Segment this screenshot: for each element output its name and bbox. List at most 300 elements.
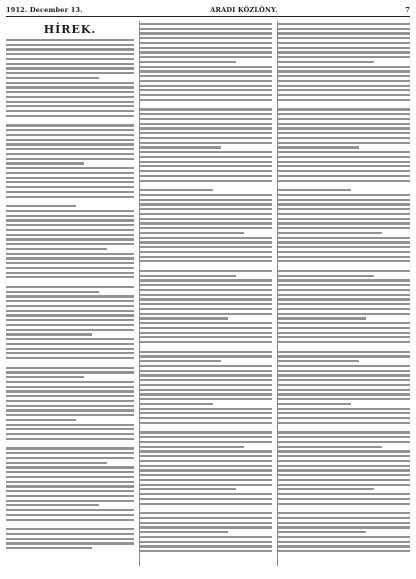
text-line (278, 66, 410, 68)
text-line (6, 352, 134, 354)
text-line (6, 457, 134, 459)
text-line (140, 279, 272, 281)
text-line (140, 42, 272, 44)
text-line (278, 123, 410, 125)
text-line (140, 23, 272, 25)
text-line (278, 275, 374, 277)
text-line (140, 175, 272, 177)
text-line (278, 32, 410, 34)
text-line (278, 469, 410, 471)
text-line (140, 393, 272, 395)
column-3 (277, 21, 410, 566)
text-line (6, 148, 134, 150)
text-line (278, 199, 410, 201)
text-line (140, 260, 272, 262)
text-line (140, 94, 272, 96)
text-line (278, 536, 410, 538)
text-line (140, 379, 272, 381)
text-line (140, 450, 272, 452)
text-line (140, 389, 272, 391)
text-line (140, 70, 272, 72)
text-line (6, 196, 134, 198)
text-line (140, 384, 272, 386)
text-line (6, 229, 134, 231)
text-line (278, 408, 410, 410)
text-line (278, 374, 410, 376)
text-line (6, 110, 134, 112)
text-line (140, 246, 272, 248)
text-line (278, 531, 366, 533)
text-line (278, 384, 410, 386)
text-line (278, 108, 410, 110)
text-line (140, 313, 272, 315)
column-text-block (6, 39, 134, 552)
text-line (140, 408, 272, 410)
text-line (6, 72, 134, 74)
text-line (6, 53, 134, 55)
text-line (278, 75, 410, 77)
text-line (140, 28, 272, 30)
text-line (140, 469, 272, 471)
text-line (278, 113, 410, 115)
text-line (6, 542, 134, 544)
text-line (6, 172, 134, 174)
text-line (278, 241, 410, 243)
text-line (278, 161, 410, 163)
text-line (140, 118, 272, 120)
text-line (140, 289, 272, 291)
text-line (140, 550, 272, 552)
text-line (140, 146, 221, 148)
text-line (6, 495, 134, 497)
text-line (140, 422, 272, 424)
text-line (6, 105, 134, 107)
column-text-block (140, 23, 272, 555)
text-line (6, 357, 134, 359)
text-line (140, 355, 272, 357)
text-line (6, 44, 134, 46)
text-line (140, 227, 272, 229)
text-line (140, 341, 272, 343)
text-line (6, 58, 134, 60)
text-line (6, 39, 134, 41)
text-line (6, 67, 134, 69)
text-line (6, 481, 134, 483)
text-line (6, 471, 134, 473)
text-line (140, 156, 272, 158)
text-line (140, 99, 272, 101)
text-line (278, 284, 410, 286)
text-line (6, 248, 107, 250)
text-line (140, 336, 272, 338)
text-line (278, 85, 410, 87)
text-line (278, 151, 410, 153)
text-line (278, 47, 410, 49)
text-line (278, 393, 410, 395)
text-line (6, 177, 134, 179)
text-line (278, 227, 410, 229)
text-line (6, 234, 134, 236)
text-line (6, 63, 134, 65)
text-line (278, 70, 410, 72)
text-line (6, 257, 134, 259)
text-line (140, 75, 272, 77)
newspaper-title: ARADI KÖZLÖNY. (210, 6, 278, 14)
text-line (6, 533, 134, 535)
text-line (6, 191, 134, 193)
text-line (278, 251, 410, 253)
text-line (140, 89, 272, 91)
text-line (6, 547, 92, 549)
text-line (140, 108, 272, 110)
text-line (140, 222, 272, 224)
text-line (140, 137, 272, 139)
text-line (278, 246, 410, 248)
text-line (278, 450, 410, 452)
text-line (6, 438, 134, 440)
text-line (278, 170, 410, 172)
text-line (278, 99, 410, 101)
text-line (278, 446, 382, 448)
text-line (140, 270, 272, 272)
text-line (6, 509, 134, 511)
text-line (140, 256, 272, 258)
text-line (140, 351, 272, 353)
text-line (140, 208, 272, 210)
text-line (6, 447, 134, 449)
text-line (140, 460, 272, 462)
text-line (278, 289, 410, 291)
text-line (6, 485, 134, 487)
text-line (278, 165, 410, 167)
text-line (140, 85, 272, 87)
text-line (140, 151, 272, 153)
text-line (278, 436, 410, 438)
text-line (6, 224, 134, 226)
text-line (278, 175, 410, 177)
text-line (278, 146, 359, 148)
text-line (278, 322, 410, 324)
text-line (140, 180, 272, 182)
text-line (140, 531, 228, 533)
text-line (6, 338, 134, 340)
text-line (140, 165, 272, 167)
text-line (140, 517, 272, 519)
newspaper-page (6, 6, 410, 567)
text-line (6, 490, 134, 492)
text-line (6, 305, 134, 307)
text-line (278, 512, 410, 514)
text-line (6, 476, 134, 478)
text-line (278, 479, 410, 481)
text-line (6, 452, 134, 454)
text-line (278, 298, 410, 300)
text-line (278, 422, 410, 424)
text-line (6, 343, 134, 345)
issue-date: 1912. December 13. (6, 6, 83, 14)
text-line (6, 262, 134, 264)
text-line (140, 398, 272, 400)
text-line (140, 241, 272, 243)
text-line (278, 317, 366, 319)
text-line (278, 61, 374, 63)
text-line (6, 181, 134, 183)
text-line (278, 460, 410, 462)
text-line (6, 333, 92, 335)
text-line (140, 446, 244, 448)
text-line (278, 417, 410, 419)
text-line (140, 170, 272, 172)
text-line (140, 213, 272, 215)
text-line (6, 267, 134, 269)
text-line (6, 276, 134, 278)
text-line (6, 371, 134, 373)
text-line (6, 462, 107, 464)
text-line (140, 479, 272, 481)
section-title: HÍREK. (43, 23, 97, 36)
text-line (6, 376, 84, 378)
text-line (278, 218, 410, 220)
text-line (6, 205, 76, 207)
text-columns (6, 21, 410, 566)
text-line (6, 504, 99, 506)
text-line (278, 28, 410, 30)
text-line (6, 514, 134, 516)
column-text-block (278, 23, 410, 555)
text-line (278, 517, 410, 519)
text-line (6, 48, 134, 50)
text-line (278, 132, 410, 134)
text-line (140, 474, 272, 476)
text-line (6, 466, 134, 468)
text-line (278, 541, 410, 543)
text-line (278, 303, 410, 305)
text-line (278, 89, 410, 91)
text-line (6, 424, 134, 426)
text-line (278, 270, 410, 272)
text-line (278, 365, 410, 367)
text-line (278, 455, 410, 457)
text-line (6, 414, 134, 416)
text-line (278, 156, 410, 158)
text-line (278, 327, 410, 329)
text-line (278, 232, 382, 234)
text-line (140, 61, 236, 63)
text-line (140, 132, 272, 134)
text-line (278, 213, 410, 215)
text-line (140, 51, 272, 53)
text-line (278, 465, 410, 467)
text-line (140, 66, 272, 68)
text-line (6, 329, 134, 331)
text-line (6, 409, 134, 411)
text-line (140, 203, 272, 205)
text-line (6, 314, 134, 316)
text-line (6, 238, 134, 240)
text-line (6, 405, 134, 407)
text-line (6, 143, 134, 145)
text-line (140, 526, 272, 528)
page-number: 7 (405, 6, 410, 14)
text-line (278, 279, 410, 281)
text-line (140, 403, 213, 405)
text-line (278, 398, 410, 400)
text-line (278, 256, 410, 258)
text-line (6, 86, 134, 88)
text-line (278, 127, 410, 129)
text-line (140, 417, 272, 419)
text-line (278, 545, 410, 547)
text-line (278, 379, 410, 381)
text-line (140, 365, 272, 367)
text-line (278, 142, 410, 144)
text-line (140, 37, 272, 39)
text-line (278, 351, 410, 353)
text-line (140, 80, 272, 82)
text-line (278, 336, 410, 338)
text-line (278, 56, 410, 58)
text-line (140, 536, 272, 538)
text-line (278, 341, 410, 343)
text-line (6, 381, 134, 383)
text-line (6, 400, 134, 402)
text-line (140, 412, 272, 414)
text-line (6, 210, 134, 212)
text-line (140, 284, 272, 286)
text-line (140, 455, 272, 457)
text-line (140, 123, 272, 125)
text-line (6, 291, 99, 293)
text-line (140, 374, 272, 376)
text-line (140, 275, 236, 277)
text-line (6, 77, 99, 79)
text-line (278, 522, 410, 524)
text-line (6, 295, 134, 297)
text-line (140, 294, 272, 296)
text-line (278, 80, 410, 82)
text-line (278, 137, 410, 139)
text-line (140, 194, 272, 196)
text-line (6, 129, 134, 131)
text-line (6, 433, 134, 435)
text-line (6, 419, 76, 421)
text-line (6, 82, 134, 84)
text-line (278, 503, 410, 505)
text-line (6, 186, 134, 188)
text-line (140, 436, 272, 438)
text-line (6, 253, 134, 255)
text-line (278, 370, 410, 372)
text-line (278, 313, 410, 315)
text-line (140, 498, 272, 500)
column-1 (6, 21, 134, 566)
text-line (6, 300, 134, 302)
text-line (278, 389, 410, 391)
text-line (278, 474, 410, 476)
text-line (278, 484, 410, 486)
text-line (140, 303, 272, 305)
text-line (140, 142, 272, 144)
text-line (140, 503, 272, 505)
text-line (278, 189, 351, 191)
text-line (6, 319, 134, 321)
text-line (278, 237, 410, 239)
text-line (140, 522, 272, 524)
text-line (140, 370, 272, 372)
text-line (140, 327, 272, 329)
text-line (6, 158, 134, 160)
text-line (6, 219, 134, 221)
text-line (6, 348, 134, 350)
text-line (6, 519, 134, 521)
text-line (278, 294, 410, 296)
text-line (278, 260, 410, 262)
text-line (278, 94, 410, 96)
text-line (140, 251, 272, 253)
text-line (278, 441, 410, 443)
text-line (140, 332, 272, 334)
text-line (278, 180, 410, 182)
text-line (140, 541, 272, 543)
text-line (278, 23, 410, 25)
text-line (278, 412, 410, 414)
text-line (140, 441, 272, 443)
text-line (140, 488, 236, 490)
text-line (140, 161, 272, 163)
text-line (140, 465, 272, 467)
text-line (6, 428, 134, 430)
text-line (6, 167, 134, 169)
text-line (278, 308, 410, 310)
text-line (6, 390, 134, 392)
text-line (278, 526, 410, 528)
text-line (6, 124, 134, 126)
text-line (6, 367, 134, 369)
text-line (140, 232, 244, 234)
text-line (140, 317, 228, 319)
text-line (278, 203, 410, 205)
text-line (6, 91, 134, 93)
text-line (6, 324, 134, 326)
text-line (6, 153, 134, 155)
text-line (140, 298, 272, 300)
text-line (140, 237, 272, 239)
text-line (6, 272, 134, 274)
text-line (6, 139, 134, 141)
column-2 (139, 21, 272, 566)
text-line (140, 545, 272, 547)
text-line (6, 538, 134, 540)
text-line (140, 218, 272, 220)
text-line (6, 500, 134, 502)
text-line (140, 199, 272, 201)
text-line (6, 395, 134, 397)
text-line (6, 528, 134, 530)
text-line (6, 96, 134, 98)
text-line (6, 310, 134, 312)
text-line (278, 118, 410, 120)
text-line (140, 113, 272, 115)
text-line (278, 360, 359, 362)
text-line (6, 134, 134, 136)
text-line (6, 101, 134, 103)
text-line (140, 322, 272, 324)
text-line (140, 56, 272, 58)
text-line (140, 308, 272, 310)
text-line (278, 355, 410, 357)
text-line (140, 127, 272, 129)
text-line (278, 498, 410, 500)
